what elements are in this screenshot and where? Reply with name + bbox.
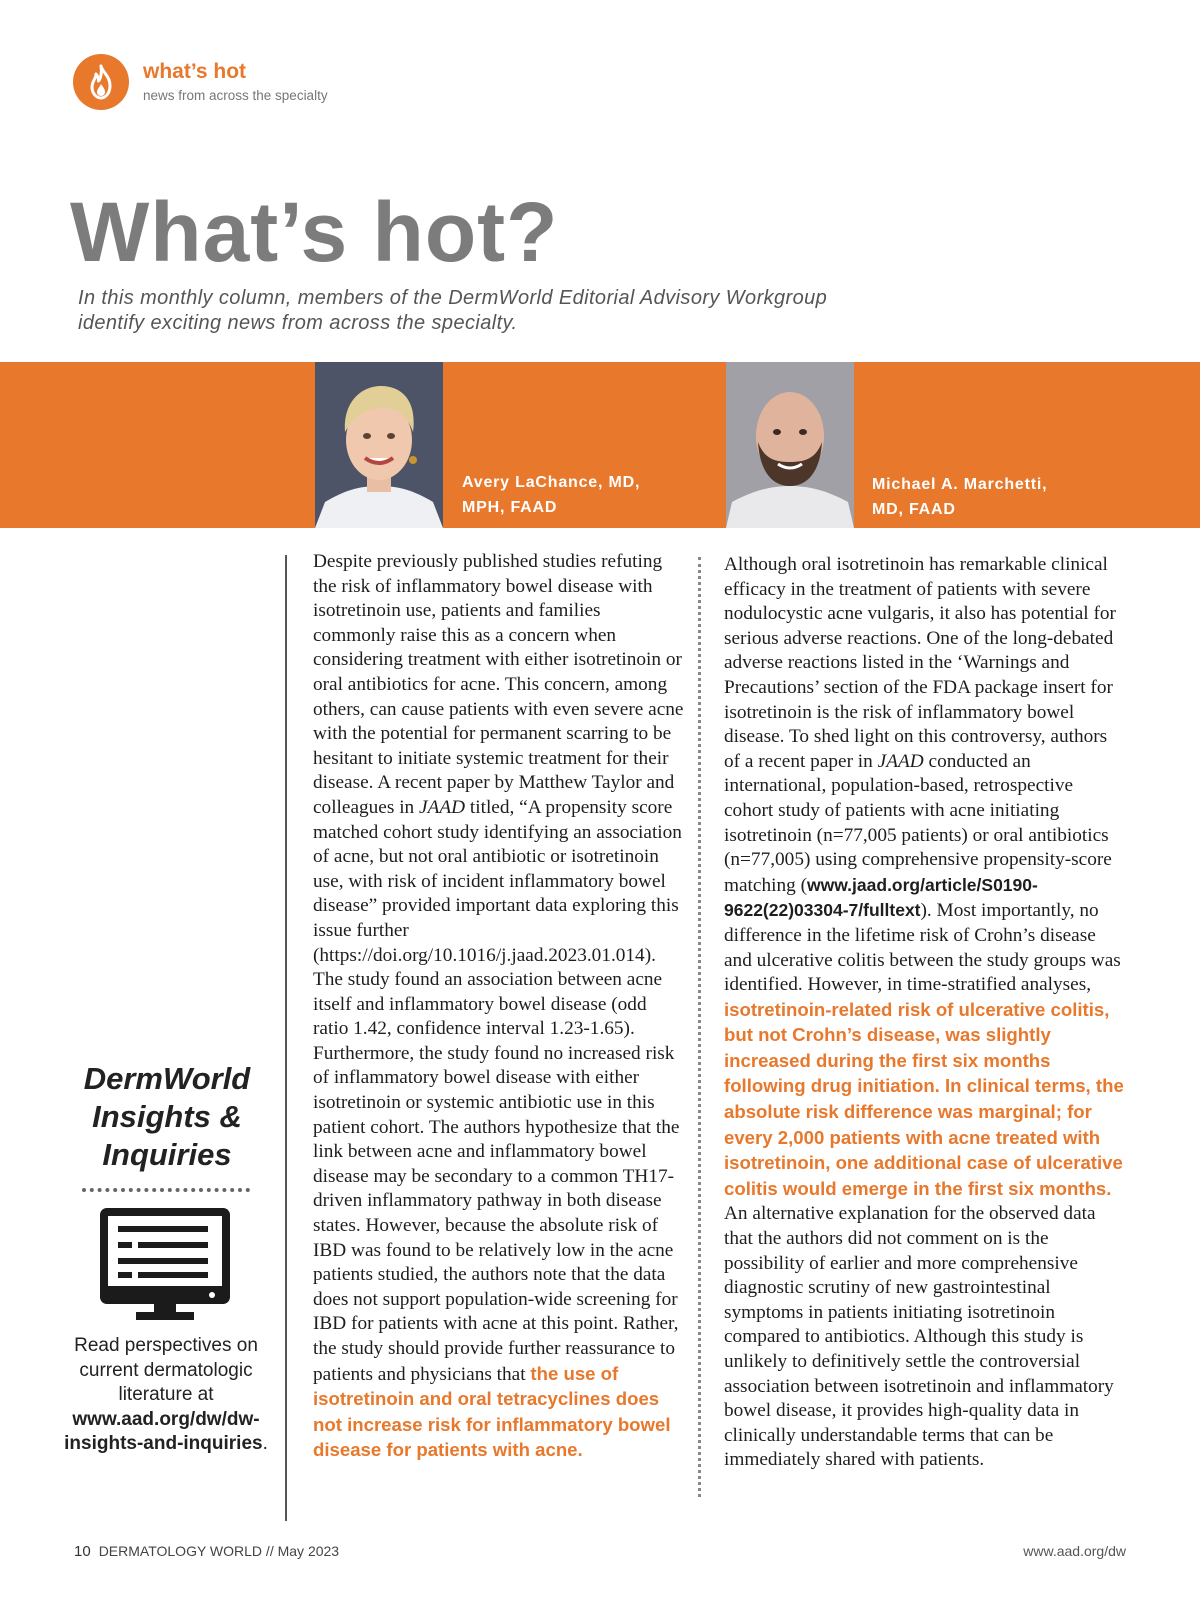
journal-name: JAAD	[419, 796, 466, 818]
sidebar-link[interactable]: www.aad.org/dw/dw-insights-and-inquiries	[64, 1408, 263, 1454]
sidebar-text: Read perspectives on current dermatologic literature at www.aad.org/dw/dw-insights-and-inquiries.	[64, 1335, 268, 1454]
column-divider-dotted	[698, 557, 701, 1497]
section-subtitle: news from across the specialty	[143, 88, 328, 103]
highlight-text: isotretinoin-related risk of ulcerative colitis, but not Crohn’s disease, was slightly increased during the first six months following drug initiation. In clinical terms, the absolute risk difference was marginal; for every 2,000 patients with acne treated with isotretinoin, one additional case of ulcerative colitis would emerge in the first six months.	[724, 998, 1124, 1199]
intro-text: In this monthly column, members of the DermWorld Editorial Advisory Workgroup identify exciting news from across the specialty.	[78, 287, 828, 334]
footer-publication: 10 DERMATOLOGY WORLD // May 2023	[74, 1543, 340, 1560]
footer-url[interactable]: www.aad.org/dw	[1023, 1543, 1126, 1559]
author-name-lachance: Avery LaChance, MD, MPH, FAAD	[462, 474, 641, 516]
whats-hot-badge	[73, 54, 129, 110]
journal-name: JAAD	[877, 750, 924, 772]
computer-monitor-icon	[98, 1206, 232, 1322]
sidebar-title: DermWorld Insights & Inquiries	[83, 1061, 251, 1172]
column-divider-solid	[285, 555, 287, 1521]
author-photo-marchetti	[726, 362, 854, 528]
article-column-marchetti: Although oral isotretinoin has remarkable clinical efficacy in the treatment of patients with severe nodulocystic acne vulgaris, it also has potential for serious adverse reactions. One of the long-debated adverse reactions listed in the ‘Warnings and Precautions’ section of the FDA package insert for isotretinoin is the risk of inflammatory bowel disease. To shed light on this controversy, authors of a recent paper in JAAD conducted an international, population-based, retrospective cohort study of patients with acne initiating isotretinoin (n=77,005 patients) or oral antibiotics (n=77,005) using comprehensive propensity-score matching (www.jaad.org/article/S0190-9622(22)03304-7/fulltext). Most importantly, no difference in the lifetime risk of Crohn’s disease and ulcerative colitis between the study groups was identified. However, in time-stratified analyses, isotretinoin-related risk of ulcerative colitis, but not Crohn’s disease, was slightly increased during the first six months following drug initiation. In clinical terms, the absolute risk difference was marginal; for every 2,000 patients with acne treated with isotretinoin, one additional case of ulcerative colitis would emerge in the first six months. An alternative explanation for the observed data that the authors did not comment on is the possibility of earlier and more comprehensive diagnostic scrutiny of new gastrointestinal symptoms in patients initiating isotretinoin compared to antibiotics. Although this study is unlikely to definitively settle the controversial association between isotretinoin and inflammatory bowel disease, it provides high-quality data in clinically understandable terms that can be immediately shared with patients.	[724, 554, 1124, 1471]
article-column-lachance: Despite previously published studies refuting the risk of inflammatory bowel disease with isotretinoin use, patients and families commonly raise this as a concern when considering treatment with either isotretinoin or oral antibiotics for acne. This concern, among others, can cause patients with even severe acne with the potential for permanent scarring to be hesitant to initiate systemic treatment for their disease. A recent paper by Matthew Taylor and colleagues in JAAD titled, “A propensity score matched cohort study identifying an association of acne, but not oral antibiotic or isotretinoin use, with risk of incident inflammatory bowel disease” provided important data exploring this issue further (https://doi.org/10.1016/j.jaad.2023.01.014). The study found an association between acne itself and inflammatory bowel disease (odd ratio 1.42, confidence interval 1.23-1.65). Furthermore, the study found no increased risk of inflammatory bowel disease with either isotretinoin or systemic antibiotic use in this patient cohort. The authors hypothesize that the link between acne and inflammatory bowel disease may be secondary to a common TH17-driven inflammatory pathway in both disease states. However, because the absolute risk of IBD was found to be relatively low in the acne patients studied, the authors note that the data does not support population-wide screening for IBD for patients with acne at this point. Rather, the study should provide further reassurance to patients and physicians that the use of isotretinoin and oral tetracyclines does not increase risk for inflammatory bowel disease for patients with acne.	[313, 551, 684, 1461]
page-number: 10	[74, 1543, 91, 1560]
flame-icon	[85, 64, 117, 100]
author-name-marchetti: Michael A. Marchetti, MD, FAAD	[872, 476, 1048, 518]
section-title: what’s hot	[143, 60, 247, 83]
highlight-text: the use of isotretinoin and oral tetracyclines does not increase risk for inflammatory bowel disease for patients with acne.	[313, 1362, 671, 1461]
author-photo-lachance	[315, 362, 443, 528]
sidebar-divider	[82, 1188, 250, 1192]
article-link[interactable]: www.jaad.org/article/S0190-9622(22)03304-7/fulltext	[724, 874, 1038, 921]
page-title: What’s hot?	[70, 185, 559, 279]
